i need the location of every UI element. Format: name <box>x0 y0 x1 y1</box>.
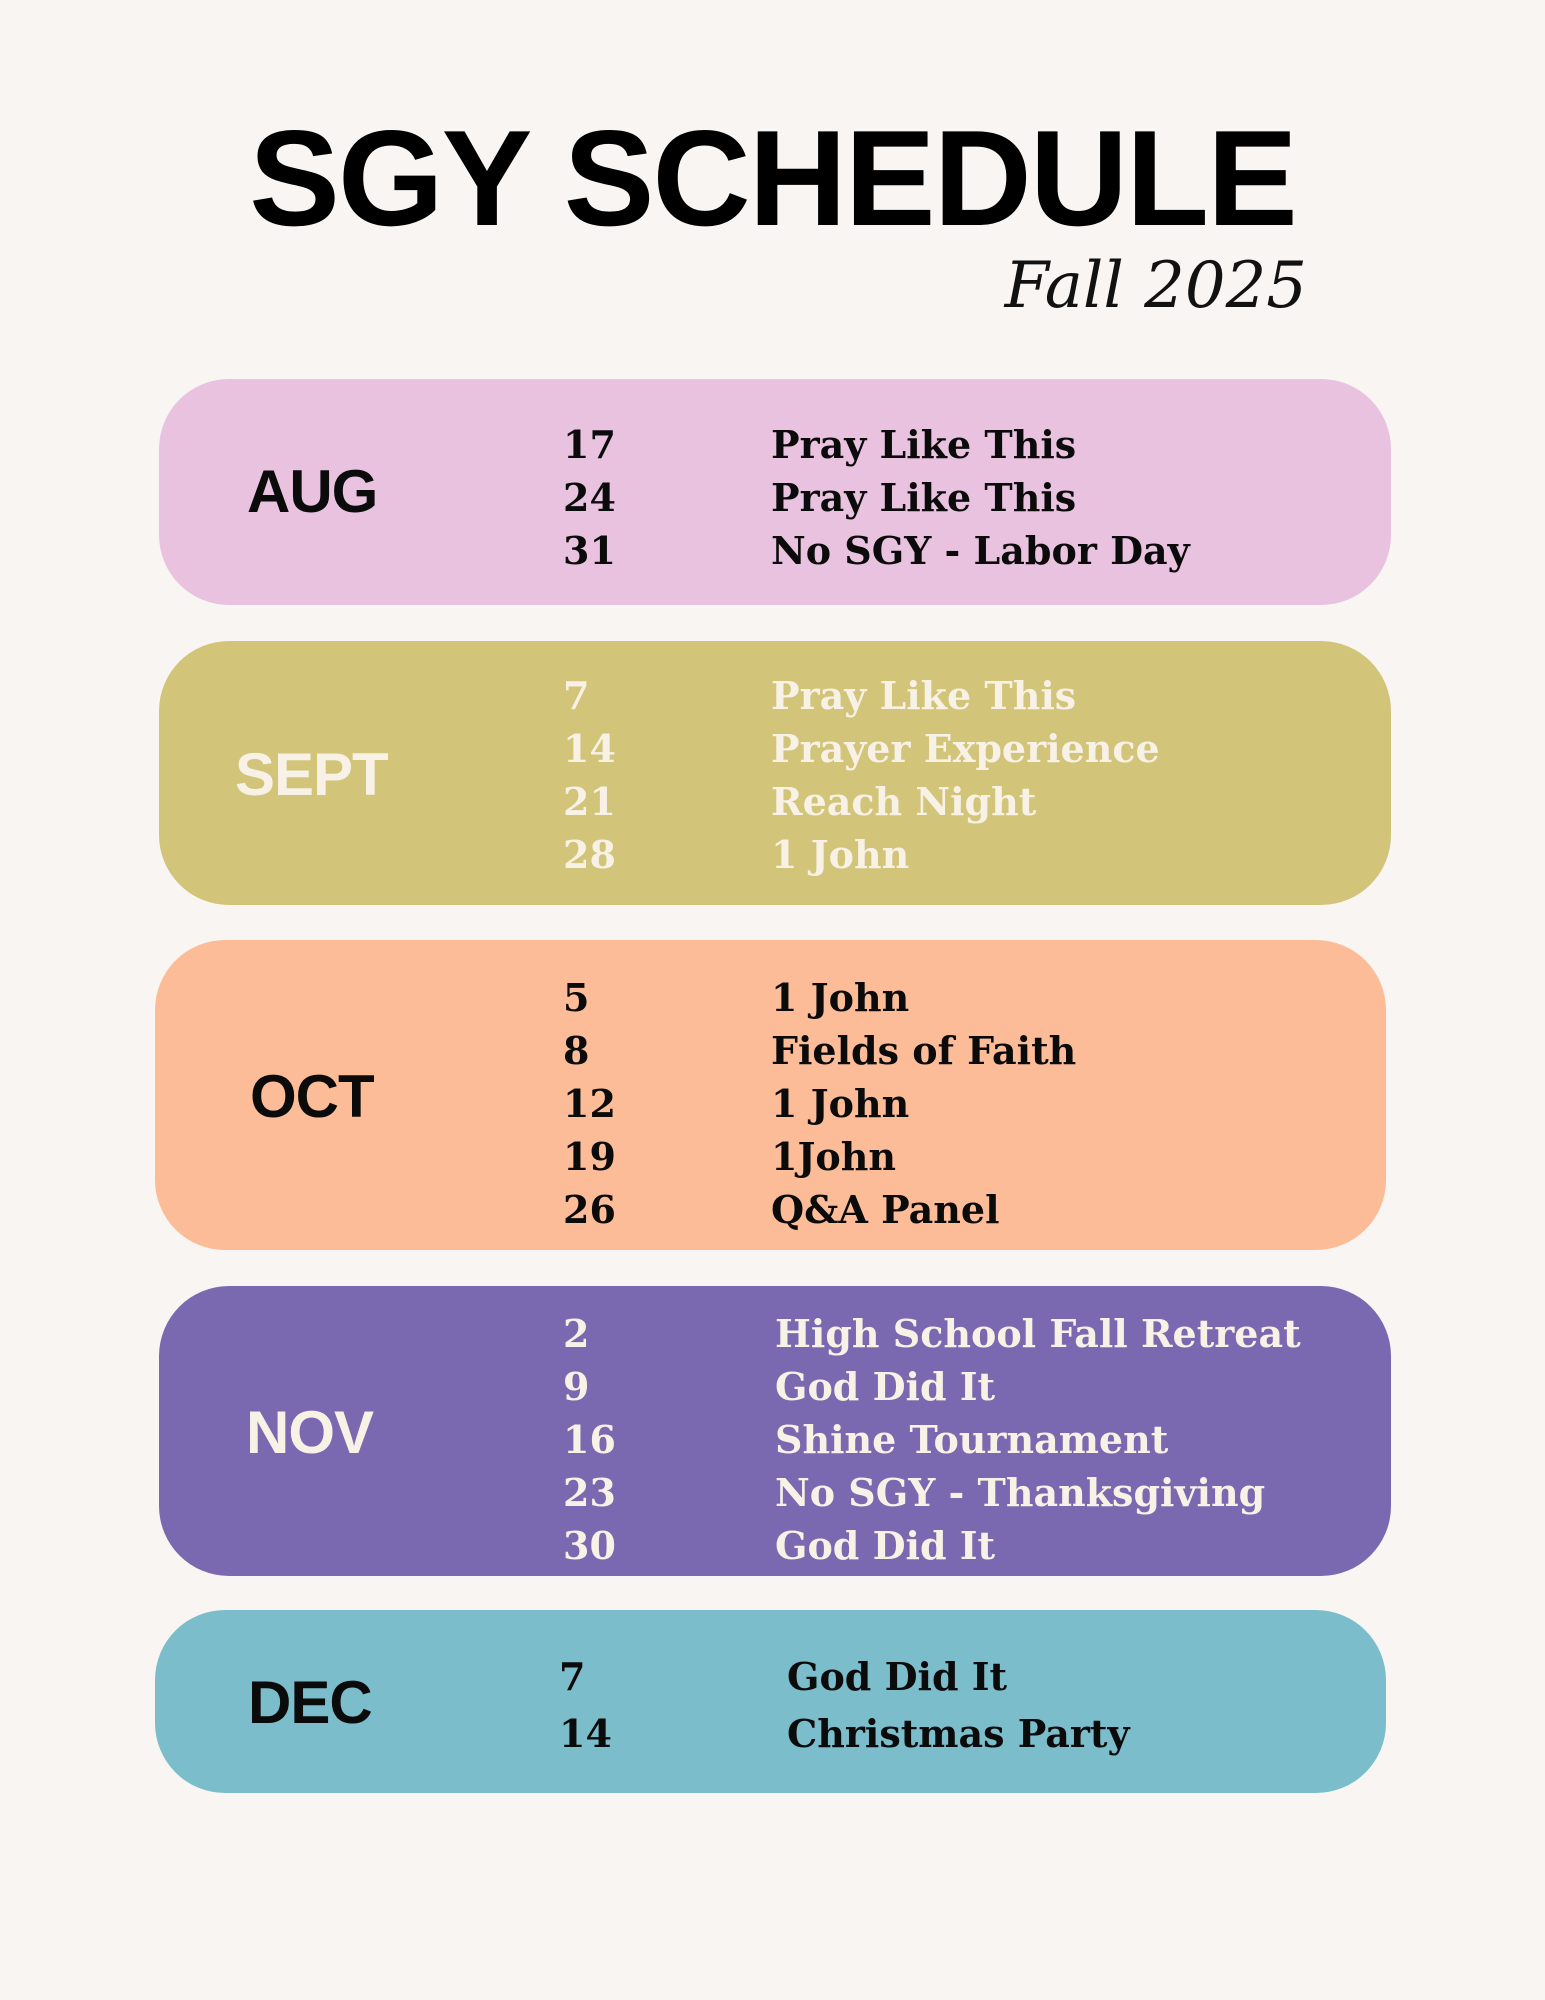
entry-topic: High School Fall Retreat <box>775 1311 1301 1356</box>
entry-topic: Q&A Panel <box>771 1187 1000 1232</box>
entry-day: 28 <box>563 832 616 877</box>
entry-topic: Pray Like This <box>771 475 1077 520</box>
month-card-dec <box>155 1610 1386 1793</box>
month-card-nov <box>159 1286 1391 1576</box>
entry-day: 9 <box>563 1364 590 1409</box>
entry-day: 7 <box>563 673 590 718</box>
month-label-oct: OCT <box>250 1063 374 1130</box>
entry-day: 24 <box>563 475 616 520</box>
month-label-dec: DEC <box>248 1669 372 1736</box>
entry-day: 7 <box>559 1654 586 1699</box>
entry-day: 5 <box>563 975 590 1020</box>
entry-day: 16 <box>563 1417 616 1462</box>
month-card-sept <box>159 641 1391 905</box>
entry-topic: Reach Night <box>771 779 1037 824</box>
entry-day: 31 <box>563 528 616 573</box>
month-label-nov: NOV <box>246 1399 374 1466</box>
page-title: SGY SCHEDULE <box>249 102 1296 254</box>
entry-day: 21 <box>563 779 616 824</box>
entry-topic: 1 John <box>771 832 910 877</box>
entry-day: 23 <box>563 1470 616 1515</box>
entry-day: 8 <box>563 1028 590 1073</box>
entry-topic: Shine Tournament <box>775 1417 1169 1462</box>
entry-day: 30 <box>563 1523 616 1568</box>
entry-topic: 1John <box>771 1134 897 1179</box>
entry-topic: God Did It <box>775 1364 996 1409</box>
entry-topic: No SGY - Labor Day <box>771 528 1190 573</box>
entry-topic: Pray Like This <box>771 422 1077 467</box>
entry-topic: Fields of Faith <box>771 1028 1077 1073</box>
page-subtitle: Fall 2025 <box>1004 249 1307 323</box>
entry-day: 12 <box>563 1081 616 1126</box>
entry-topic: Pray Like This <box>771 673 1077 718</box>
entry-topic: God Did It <box>775 1523 996 1568</box>
entry-day: 14 <box>563 726 616 771</box>
month-label-sept: SEPT <box>235 741 388 808</box>
entry-topic: Christmas Party <box>787 1711 1130 1756</box>
month-label-aug: AUG <box>247 458 378 525</box>
entry-topic: No SGY - Thanksgiving <box>775 1470 1266 1515</box>
entry-day: 2 <box>563 1311 590 1356</box>
entry-day: 14 <box>559 1711 612 1756</box>
entry-topic: God Did It <box>787 1654 1008 1699</box>
month-card-oct <box>155 940 1386 1250</box>
entry-topic: Prayer Experience <box>771 726 1160 771</box>
entry-day: 17 <box>563 422 616 467</box>
entry-day: 19 <box>563 1134 616 1179</box>
entry-topic: 1 John <box>771 975 910 1020</box>
month-card-aug <box>159 379 1391 605</box>
entry-topic: 1 John <box>771 1081 910 1126</box>
entry-day: 26 <box>563 1187 616 1232</box>
